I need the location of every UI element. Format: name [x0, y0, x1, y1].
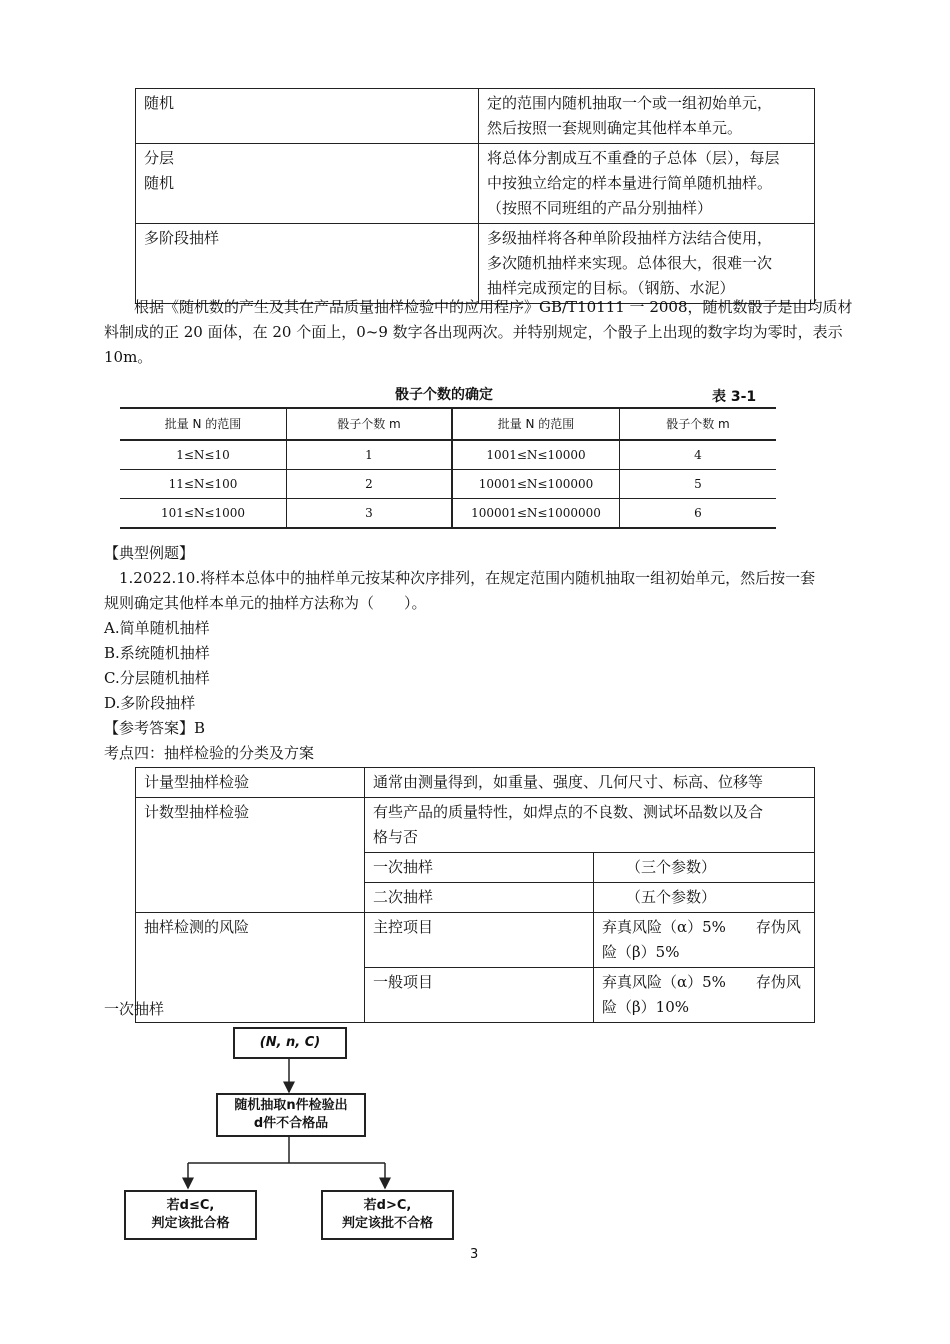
dice-paragraph: 根据《随机数的产生及其在产品质量抽样检验中的应用程序》GB/T10111 一 2008，随机数骰子是由均质材 料制成的正 20 面体，在 20 个面上，0~9 数字各出现两次。并特别规定，个骰子上出现的数字均为零时，表示 10m。 [104, 298, 853, 366]
table-cell: 一般项目 [365, 968, 594, 1023]
flow-start-box: (N, n, C) [233, 1027, 347, 1059]
option-d: D.多阶段抽样 [104, 694, 196, 712]
option-b: B.系统随机抽样 [104, 644, 210, 662]
desc-cell: 将总体分割成互不重叠的子总体（层），每层 中按独立给定的样本量进行简单随机抽样。 （按照不同班组的产品分别抽样） [479, 144, 815, 224]
section4-heading: 考点四：抽样检验的分类及方案 [104, 744, 315, 762]
header-cell: 批量 N 的范围 [120, 408, 287, 440]
table-cell: 1≤N≤10 [120, 440, 287, 470]
desc-cell: 定的范围内随机抽取一个或一组初始单元， 然后按照一套规则确定其他样本单元。 [479, 89, 815, 144]
flow-accept-box: 若d≤C, 判定该批合格 [124, 1190, 257, 1240]
question-line: 1.2022.10.将样本总体中的抽样单元按某种次序排列，在规定范围内随机抽取一组初始单元，然后按一套 [119, 569, 816, 587]
table-cell: 4 [620, 440, 777, 470]
table-cell: 有些产品的质量特性，如焊点的不良数、测试坏品数以及合 格与否 [365, 798, 815, 853]
flow-reject-box: 若d>C, 判定该批不合格 [321, 1190, 454, 1240]
question-line: 规则确定其他样本单元的抽样方法称为（ ）。 [104, 594, 427, 612]
method-cell: 随机 [136, 89, 479, 144]
table-cell: 3 [287, 499, 453, 529]
table-cell: 计量型抽样检验 [136, 768, 365, 798]
method-cell: 多阶段抽样 [136, 224, 479, 304]
page-number: 3 [470, 1247, 479, 1262]
flow-caption: 一次抽样 [104, 1000, 165, 1018]
table-cell: 11≤N≤100 [120, 470, 287, 499]
desc-cell: 多级抽样将各种单阶段抽样方法结合使用， 多次随机抽样来实现。总体很大，很难一次 抽样完成预定的目标。（钢筋、水泥） [479, 224, 815, 304]
answer: 【参考答案】B [104, 719, 206, 737]
table-cell: （五个参数） [594, 883, 815, 913]
table-cell: 二次抽样 [365, 883, 594, 913]
method-cell: 分层 随机 [136, 144, 479, 224]
dice-table-title: 骰子个数的确定 [395, 387, 493, 403]
table-cell: 5 [620, 470, 777, 499]
table-cell: 一次抽样 [365, 853, 594, 883]
table-cell: 抽样检测的风险 [136, 913, 365, 1023]
header-cell: 批量 N 的范围 [452, 408, 620, 440]
header-cell: 骰子个数 m [287, 408, 453, 440]
example-heading: 【典型例题】 [104, 544, 195, 562]
table-cell: 1 [287, 440, 453, 470]
table-cell: 100001≤N≤1000000 [452, 499, 620, 529]
table-cell: 计数型抽样检验 [136, 798, 365, 913]
table-cell: 101≤N≤1000 [120, 499, 287, 529]
table-cell: 弃真风险（α）5% 存伪风 险（β）10% [594, 968, 815, 1023]
option-a: A.简单随机抽样 [104, 619, 210, 637]
flow-inspect-box: 随机抽取n件检验出 d件不合格品 [216, 1093, 366, 1137]
table-cell: 主控项目 [365, 913, 594, 968]
option-c: C.分层随机抽样 [104, 669, 210, 687]
table-cell: 6 [620, 499, 777, 529]
table-cell: 10001≤N≤100000 [452, 470, 620, 499]
table-cell: 弃真风险（α）5% 存伪风 险（β）5% [594, 913, 815, 968]
dice-table-number: 表 3-1 [712, 389, 757, 405]
table-cell: （三个参数） [594, 853, 815, 883]
header-cell: 骰子个数 m [620, 408, 777, 440]
table-cell: 1001≤N≤10000 [452, 440, 620, 470]
table-cell: 2 [287, 470, 453, 499]
table-cell: 通常由测量得到，如重量、强度、几何尺寸、标高、位移等 [365, 768, 815, 798]
